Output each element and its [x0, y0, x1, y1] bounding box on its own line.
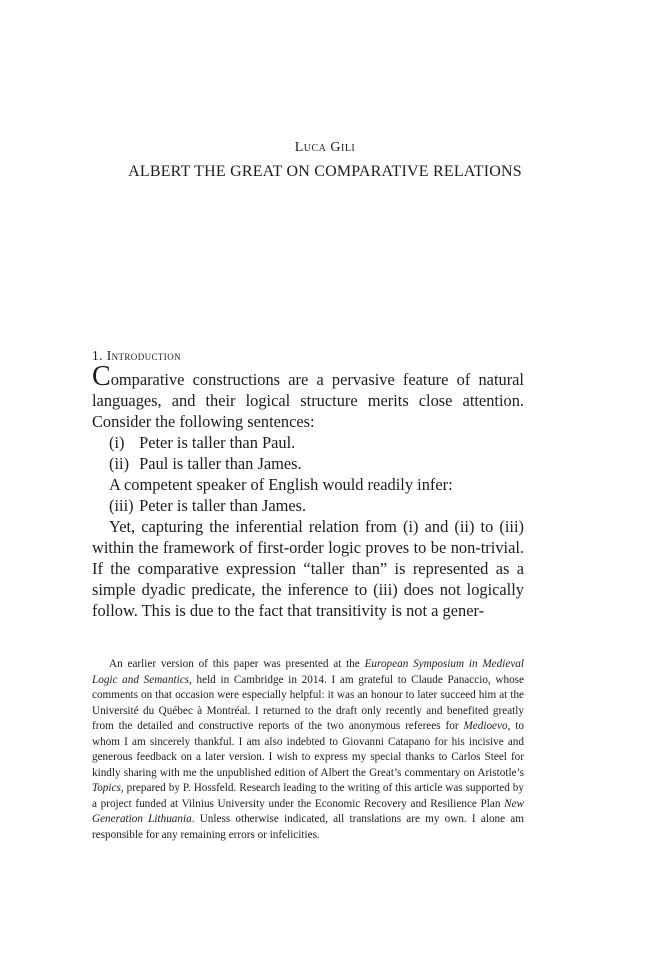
footnote-italic-4: New Generation Lithuania [92, 797, 524, 825]
example-1-text: Peter is taller than Paul. [139, 433, 296, 452]
example-2 [92, 453, 524, 474]
drop-cap: C [92, 361, 111, 392]
footnote-text-4: , prepared by P. Hossfeld. Research leading to the writing of this article was supported by a project funded at Vilnius University under the Economic Recovery and Resilience Plan [92, 782, 524, 810]
example-2-text: Paul is taller than James. [139, 454, 302, 473]
footnote-text-3: , to whom I am sincerely thankful. I am also indebted to Giovanni Catapano for his incisive and generous feedback on a later version. I wish to express my special thanks to Carlos Steel for kindly sharing with me the unpublished edition of Albert the Great’s commentary on Aristotle’s [92, 720, 524, 779]
example-3 [92, 495, 524, 516]
intro-paragraph [92, 361, 524, 432]
example-1-number: (i) [109, 433, 125, 452]
footnote-text-1: An earlier version of this paper was presented at the [109, 658, 365, 670]
intro-text: omparative constructions are a pervasive feature of natural languages, and their logical structure merits close attention. Consider the following sentences: [92, 370, 524, 431]
paragraph-2: Yet, capturing the inferential relation from (i) and (ii) to (iii) within the framework of first-order logic proves to be non-trivial. If the comparative expression “taller than” is represented as a simple dyadic predicate, the inference to (iii) does not logically follow. This is due to the fact that transitivity is not a gener- [92, 517, 524, 620]
footnote-text-5: . Unless otherwise indicated, all translations are my own. I alone am responsible for any remaining errors or infelicities. [92, 813, 524, 841]
author-name: Luca Gili [294, 140, 356, 155]
example-3-text: Peter is taller than James. [139, 496, 307, 515]
example-1 [92, 432, 524, 453]
footnote-italic-1: European Symposium in Medieval Logic and Semantics [92, 658, 524, 686]
footnote-italic-2: Medioevo [463, 720, 508, 732]
footnote-text-2: , held in Cambridge in 2014. I am grateful to Claude Panaccio, whose comments on that occasion were especially helpful: it was an honour to later succeed him at the Université du Québec à Montréal. I returned to the draft only recently and benefited greatly from the detailed and constructive reports of the two anonymous referees for [92, 673, 524, 732]
footnote-italic-3: Topics [92, 782, 121, 794]
example-2-number: (ii) [109, 454, 130, 473]
article-title: ALBERT THE GREAT ON COMPARATIVE RELATIONS [128, 163, 522, 180]
body-text [92, 361, 524, 621]
section-heading: 1. Introduction [92, 348, 181, 363]
footnote [92, 657, 524, 843]
example-3-number: (iii) [109, 496, 134, 515]
inference-line: A competent speaker of English would readily infer: [109, 475, 453, 494]
